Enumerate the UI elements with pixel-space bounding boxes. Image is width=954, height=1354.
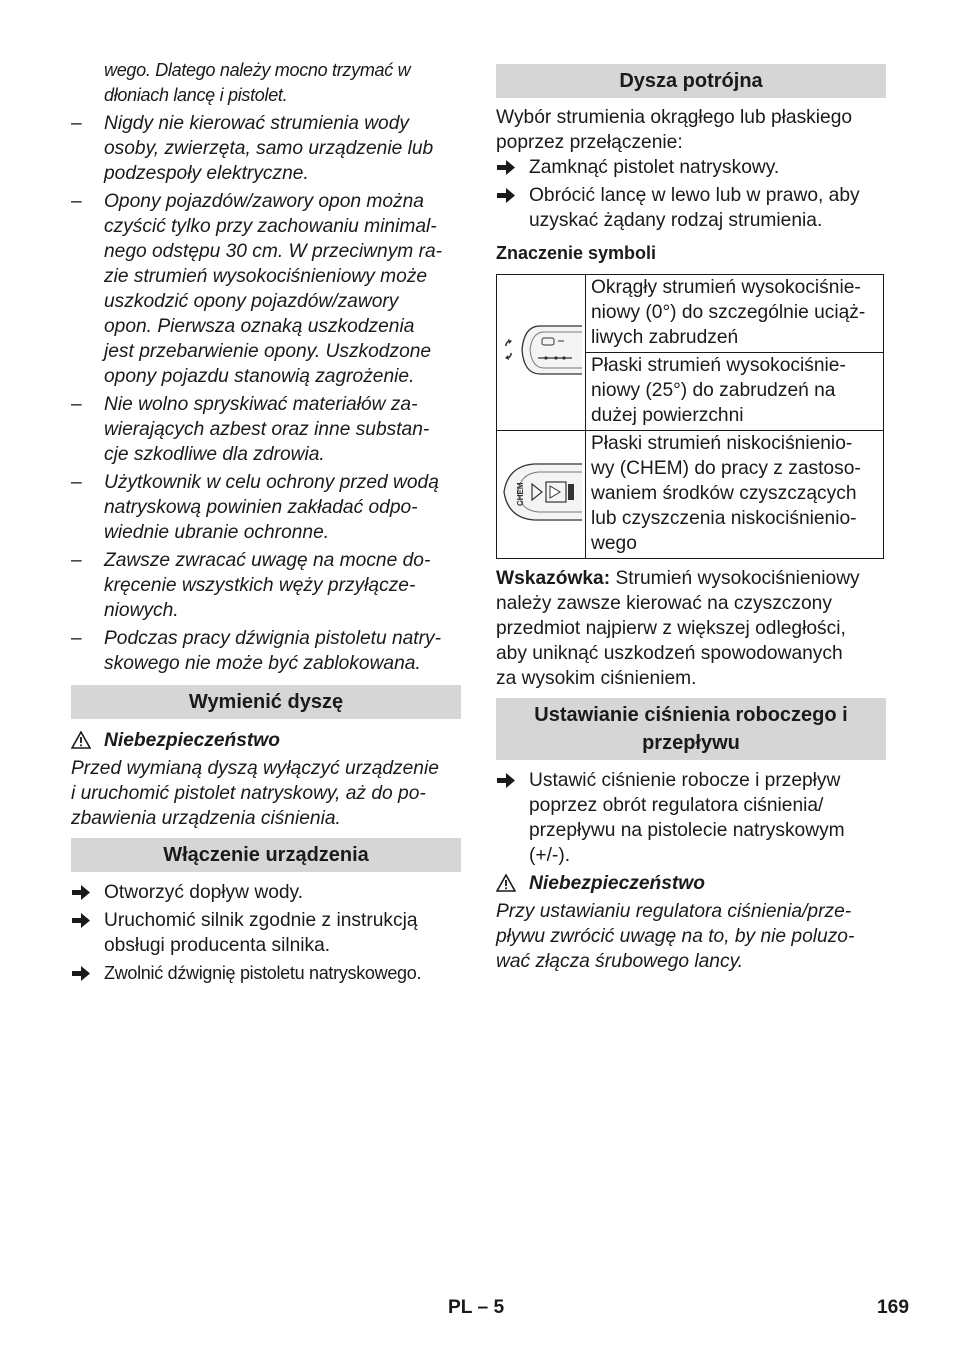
section-heading-start: Włączenie urządzenia (71, 838, 461, 872)
step-item: Ustawić ciśnienie robocze i przepływ poprzez obrót regulatora ciśnienia/ przepływu na pistolecie natryskowym (+/-). (496, 768, 886, 868)
section-heading-triple-nozzle: Dysza potrójna (496, 64, 886, 98)
warning-heading: Niebezpieczeństwo (496, 871, 886, 896)
section-heading-pressure: Ustawianie ciśnienia roboczego i przepływu (496, 698, 886, 760)
warning-text: Przy ustawianiu regulatora ciśnienia/prze- pływu zwrócić uwagę na to, by nie poluzo- wać złącza śrubowego lancy. (496, 901, 855, 972)
arrow-right-icon (497, 188, 515, 203)
arrow-right-icon (497, 773, 515, 788)
footer-page-number: 169 (877, 1297, 910, 1318)
symbol-description-round-jet: Okrągły strumień wysokociśnie- niowy (0°) do szczególnie uciąż- liwych zabrudzeń (586, 275, 884, 353)
note-label: Wskazówka: (496, 568, 611, 589)
table-row (497, 275, 884, 353)
step-item: Zwolnić dźwignię pistoletu natryskowego. (71, 961, 461, 986)
warning-triangle-icon (71, 731, 91, 749)
section-heading-nozzle: Wymienić dyszę (71, 685, 461, 719)
safety-item: – Nie wolno spryskiwać materiałów za- wierających azbest oraz inne substan- cje szkodliwe dla zdrowia. (71, 394, 430, 465)
symbol-description-chem-jet: Płaski strumień niskociśnienio- wy (CHEM) do pracy z zastoso- waniem środków czyszczących lub czyszczenia niskociśnienio- wego (586, 431, 884, 559)
right-column (496, 64, 886, 974)
symbols-title: Znaczenie symboli (496, 243, 657, 263)
intro-text: Wybór strumienia okrągłego lub płaskiego poprzez przełączenie: (496, 107, 853, 153)
arrow-right-icon (72, 966, 90, 981)
arrow-right-icon (72, 913, 90, 928)
warning-heading: Niebezpieczeństwo (71, 728, 461, 753)
table-row (497, 431, 884, 559)
safety-item: – Nigdy nie kierować strumienia wody osoby, zwierzęta, samo urządzenie lub podzespoły elektryczne. (71, 113, 434, 184)
step-item: Obrócić lancę w lewo lub w prawo, aby uzyskać żądany rodzaj strumienia. (496, 183, 886, 233)
chem-nozzle-icon (498, 446, 584, 538)
note-text: Wskazówka: Strumień wysokociśnieniowy należy zawsze kierować na czyszczony przedmiot najpierw z większej odległości, aby uniknąć uszkodzeń spowodowanych za wysokim ciśnieniem. (496, 568, 860, 689)
symbol-description-flat-jet: Płaski strumień wysokociśnie- niowy (25°) do zabrudzeń na dużej powierzchni (586, 353, 884, 431)
arrow-right-icon (72, 885, 90, 900)
footer-language-page: PL – 5 (448, 1297, 505, 1318)
safety-item: – Użytkownik w celu ochrony przed wodą natryskową powinien zakładać odpo- wiednie ubranie ochronne. (71, 472, 439, 543)
warning-triangle-icon (496, 874, 516, 892)
safety-item: – Podczas pracy dźwignia pistoletu natry- skowego nie może być zablokowana. (71, 628, 442, 674)
svg-text:CHEM: CHEM (516, 482, 525, 506)
step-item: Zamknąć pistolet natryskowy. (496, 155, 886, 180)
left-column (71, 58, 461, 986)
step-item: Uruchomić silnik zgodnie z instrukcją obsługi producenta silnika. (71, 908, 461, 958)
rotate-nozzle-icon (498, 310, 584, 390)
arrow-right-icon (497, 160, 515, 175)
safety-item: – Zawsze zwracać uwagę na mocne do- kręcenie wszystkich węży przyłącze- niowych. (71, 550, 431, 621)
warning-text: Przed wymianą dyszą wyłączyć urządzenie i uruchomić pistolet natryskowy, aż do po- zbawienia urządzenia ciśnienia. (71, 758, 439, 829)
step-item: Otworzyć dopływ wody. (71, 880, 461, 905)
safety-item: – Opony pojazdów/zawory opon można czyścić tylko przy zachowaniu minimal- nego odstępu 30 cm. W przeciwnym ra- zie strumień wysokociśnieniowy może uszkodzić opony pojazdów/zawory opon. Pierwsza oznaką uszkodzenia jest przebarwienie opony. Uszkodzone opony pojazdu stanowią zagrożenie. (71, 191, 443, 387)
nozzle-high-pressure-image (497, 275, 586, 431)
symbols-table (496, 274, 884, 559)
nozzle-chem-image (497, 431, 586, 559)
continuation-text: wego. Dlatego należy mocno trzymać w dłoniach lancę i pistolet. (104, 60, 411, 105)
